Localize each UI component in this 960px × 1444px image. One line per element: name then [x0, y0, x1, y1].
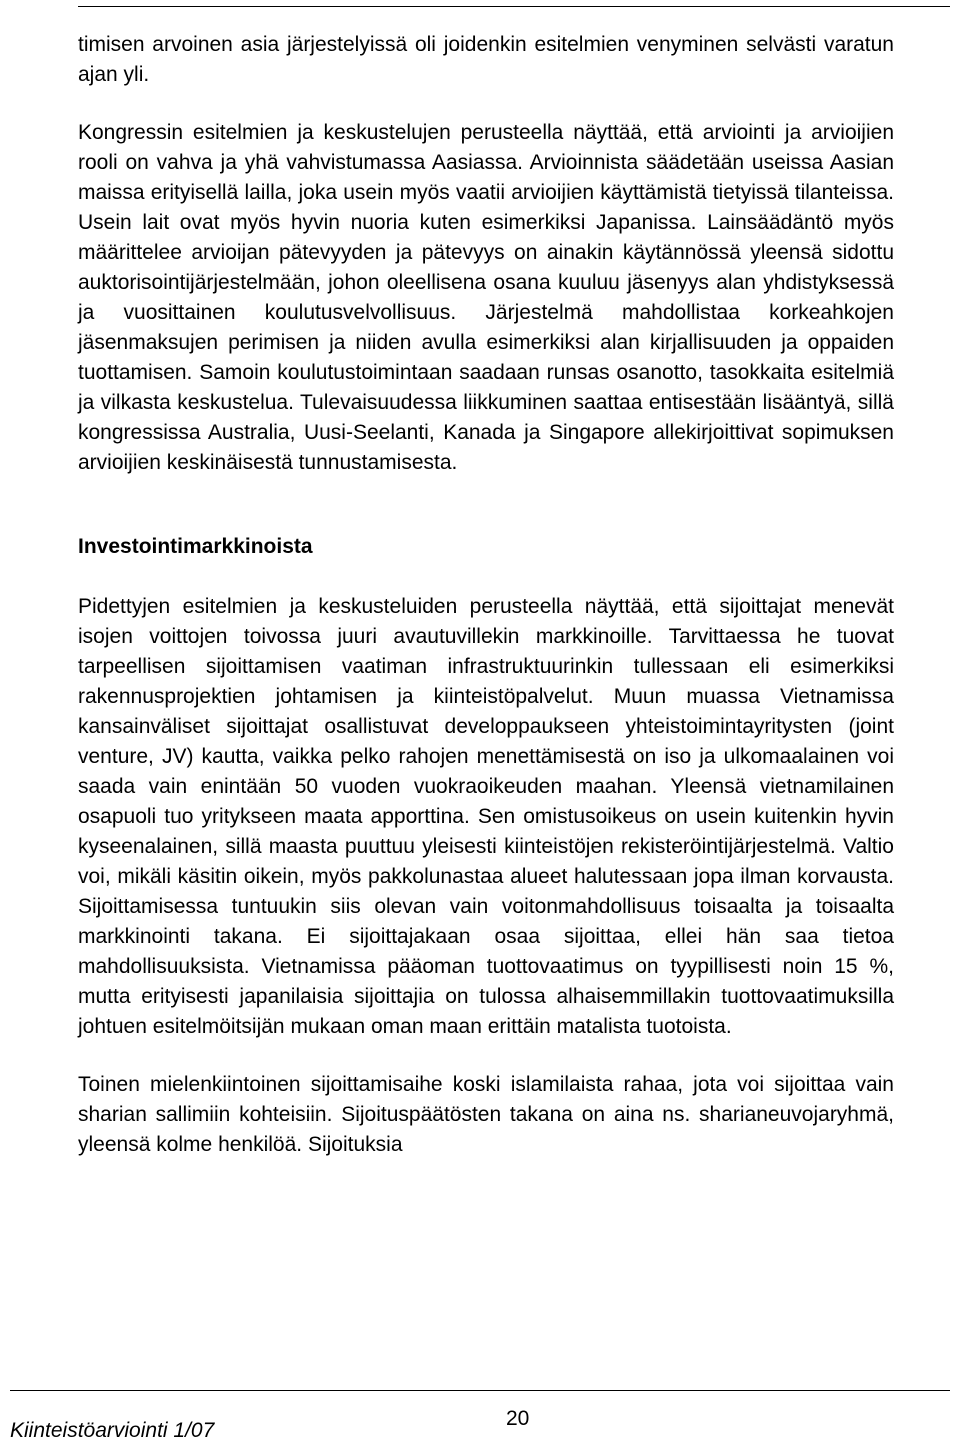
header-rule	[78, 6, 950, 7]
footer-publication: Kiinteistöarviointi 1/07	[10, 1419, 215, 1442]
section-heading: Investointimarkkinoista	[78, 535, 313, 558]
page-number: 20	[506, 1407, 530, 1430]
paragraph-islamic-finance: Toinen mielenkiintoinen sijoittamisaihe koski islamilaista rahaa, jota voi sijoittaa vain sharian sallimiin kohteisiin. Sijoituspäätösten takana on aina ns. sharianeuvojaryhmä, yleensä kolme henkilöä. Sijoituksia	[78, 1073, 894, 1156]
paragraph-appraisal-role: Kongressin esitelmien ja keskustelujen perusteella näyttää, että arviointi ja arvioijien rooli on vahva ja yhä vahvistumassa Aasiassa. Arvioinnista säädetään useissa Aasian maissa erityisellä lailla, joka usein myös vaatii arvioijien käyttämistä tietyissä tilanteissa. Usein lait ovat myös hyvin nuoria kuten esimerkiksi Japanissa. Lainsäädäntö myös määrittelee arvioijan pätevyyden ja pätevyys on ainakin käytännössä yleensä sidottu auktorisointijärjestelmään, johon oleellisena osana kuuluu jäsenyys alan yhdistyksessä ja vuosittainen koulutusvelvollisuus. Järjestelmä mahdollistaa korkeahkojen jäsenmaksujen perimisen ja niiden avulla esimerkiksi alan kirjallisuuden ja oppaiden tuottamisen. Samoin koulutustoimintaan saadaan runsas osanotto, tasokkaita esitelmiä ja vilkasta keskustelua. Tulevaisuudessa liikkuminen saattaa entisestään lisääntyä, sillä kongressissa Australia, Uusi-Seelanti, Kanada ja Singapore allekirjoittivat sopimuksen arvioijien keskinäisestä tunnustamisesta.	[78, 121, 894, 474]
footer-rule	[10, 1390, 950, 1391]
page-body	[78, 30, 894, 1160]
paragraph-investment-markets: Pidettyjen esitelmien ja keskusteluiden perusteella näyttää, että sijoittajat menevät isojen voittojen toivossa juuri avautuvillekin markkinoille. Tarvittaessa he tuovat tarpeellisen sijoittamisen vaatiman infrastruktuurinkin tullessaan eli esimerkiksi rakennusprojektien johtamisen ja kiinteistöpalvelut. Muun muassa Vietnamissa kansainväliset sijoittajat osallistuvat developpaukseen yhteistoimintayritysten (joint venture, JV) kautta, vaikka pelko rahojen menettämisestä on iso ja ulkomaalainen voi saada vain enintään 50 vuoden vuokraoikeuden maahan. Yleensä vietnamilainen osapuoli tuo yritykseen maata apporttina. Sen omistusoikeus on usein kuitenkin hyvin kyseenalainen, sillä maasta puuttuu yleisesti kiinteistöjen rekisteröintijärjestelmä. Valtio voi, mikäli käsitin oikein, myös pakkolunastaa alueet halutessaan jopa ilman korvausta. Sijoittamisessa tuntuukin siis olevan vain voitonmahdollisuus toisaalta ja toisaalta markkinointi takana. Ei sijoittajakaan osaa sijoittaa, ellei hän saa tietoa mahdollisuuksista. Vietnamissa pääoman tuottovaatimus on tyypillisesti noin 15 %, mutta erityisesti japanilaisia sijoittajia on tulossa alhaisemmillakin tuottovaatimuksilla johtuen esitelmöitsijän mukaan oman maan erittäin matalista tuotoista.	[78, 595, 894, 1038]
paragraph-continuation: timisen arvoinen asia järjestelyissä oli joidenkin esitelmien venyminen selvästi varatun ajan yli.	[78, 33, 894, 86]
